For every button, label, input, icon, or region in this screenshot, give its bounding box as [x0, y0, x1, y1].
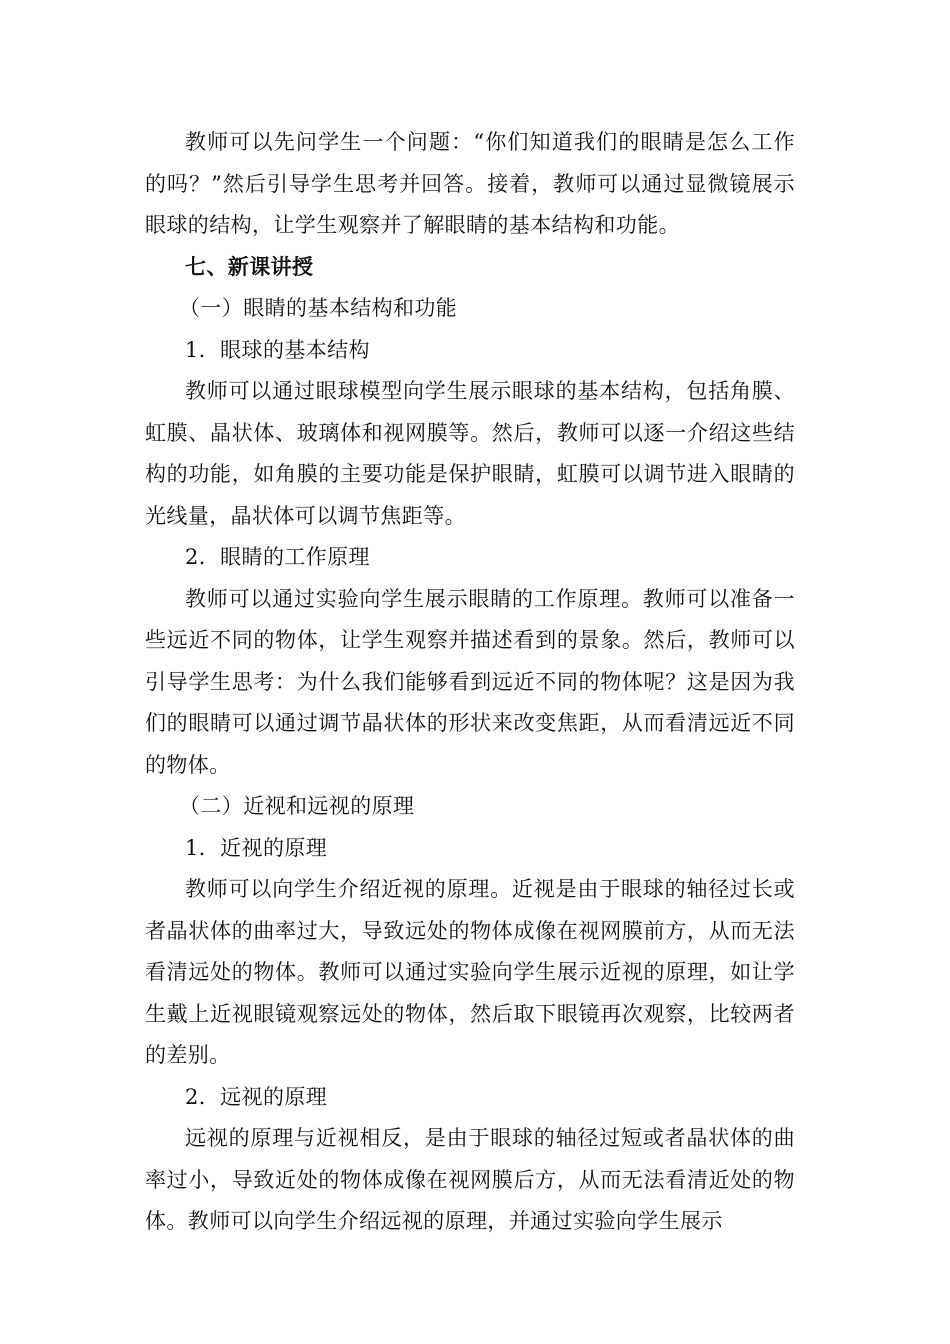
- subsection-heading-myopia-hyperopia: （二）近视和远视的原理: [179, 794, 415, 818]
- myopia-paragraph: 教师可以向学生介绍近视的原理。近视是由于眼球的轴径过长或者晶状体的曲率过大，导致远处的物体成像在视网膜前方，从而无法看清远处的物体。教师可以通过实验向学生展示近视的原理，如让学生戴上近视眼镜观察远处的物体，然后取下眼镜再次观察，比较两者的差别。: [145, 877, 795, 1067]
- section-heading-new-lesson: 七、新课讲授: [185, 254, 314, 279]
- subsection-heading-eye-structure: （一）眼睛的基本结构和功能: [179, 296, 458, 320]
- item-heading-myopia: 1．近视的原理: [185, 835, 328, 860]
- eye-working-principle-paragraph: 教师可以通过实验向学生展示眼睛的工作原理。教师可以准备一些远近不同的物体，让学生观察并描述看到的景象。然后，教师可以引导学生思考：为什么我们能够看到远近不同的物体呢？这是因为我们的眼睛可以通过调节晶状体的形状来改变焦距，从而看清远近不同的物体。: [145, 586, 795, 777]
- eyeball-structure-paragraph: 教师可以通过眼球模型向学生展示眼球的基本结构，包括角膜、虹膜、晶状体、玻璃体和视网膜等。然后，教师可以逐一介绍这些结构的功能，如角膜的主要功能是保护眼睛，虹膜可以调节进入眼睛的光线量，晶状体可以调节焦距等。: [145, 379, 795, 528]
- intro-paragraph: 教师可以先问学生一个问题：“你们知道我们的眼睛是怎么工作的吗？”然后引导学生思考并回答。接着，教师可以通过显微镜展示眼球的结构，让学生观察并了解眼睛的基本结构和功能。: [145, 130, 795, 237]
- document-page: [145, 122, 795, 1243]
- item-heading-eye-working-principle: 2．眼睛的工作原理: [185, 545, 370, 569]
- item-heading-eyeball-structure: 1．眼球的基本结构: [185, 337, 370, 362]
- hyperopia-paragraph: 远视的原理与近视相反，是由于眼球的轴径过短或者晶状体的曲率过小，导致近处的物体成像在视网膜后方，从而无法看清近处的物体。教师可以向学生介绍远视的原理，并通过实验向学生展示: [145, 1126, 795, 1233]
- item-heading-hyperopia: 2．远视的原理: [185, 1084, 328, 1109]
